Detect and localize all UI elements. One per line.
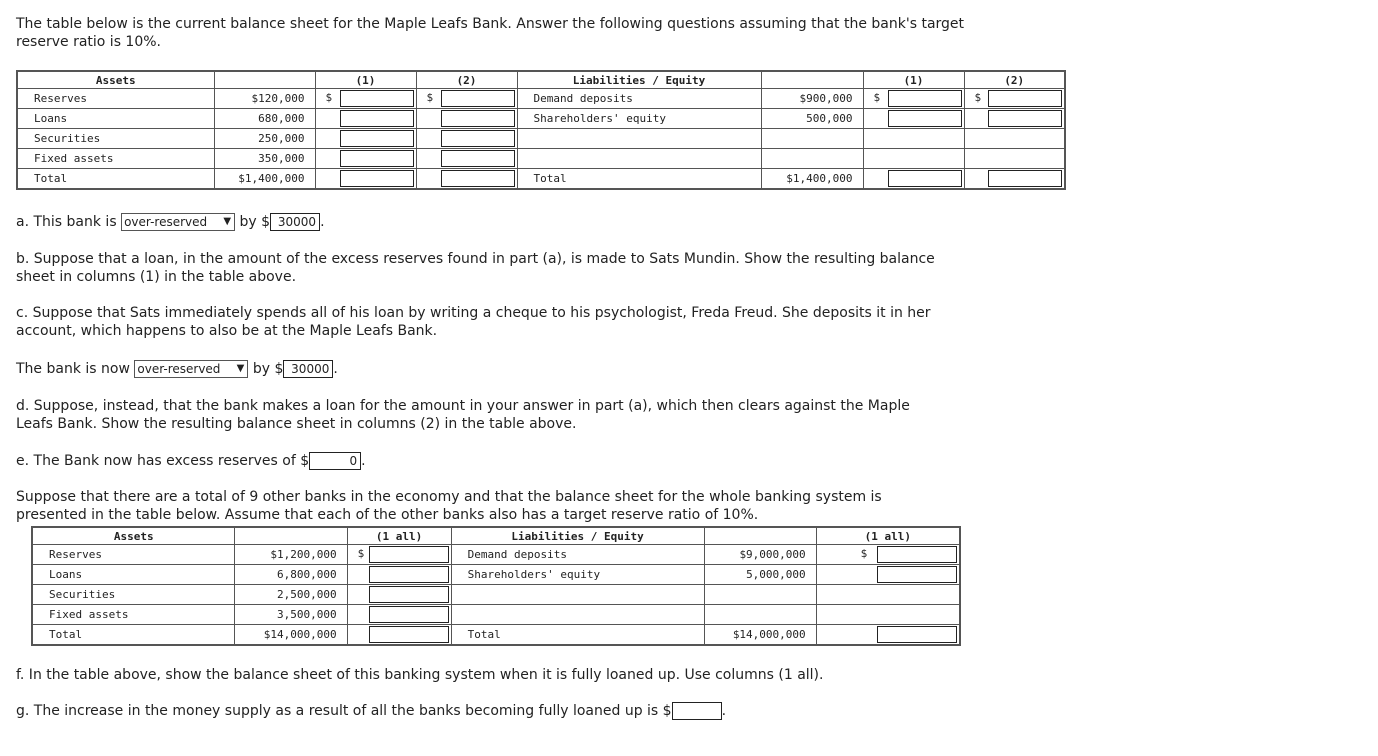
assets-header: Assets bbox=[17, 71, 214, 89]
asset-value: $120,000 bbox=[214, 89, 315, 109]
empty-header bbox=[214, 71, 315, 89]
asset-value: 2,500,000 bbox=[235, 585, 347, 605]
chevron-down-icon: ▼ bbox=[223, 216, 232, 227]
asset-label: Fixed assets bbox=[32, 605, 235, 625]
deposits-col2-input[interactable] bbox=[988, 90, 1062, 107]
table-row bbox=[32, 625, 960, 646]
equity-col2-input[interactable] bbox=[988, 110, 1062, 127]
liability-value: 500,000 bbox=[761, 109, 863, 129]
col2-header: (2) bbox=[416, 71, 517, 89]
sys-reserves-input[interactable] bbox=[369, 546, 449, 563]
dollar-sign: $ bbox=[357, 547, 365, 560]
empty-cell bbox=[704, 585, 816, 605]
table-row bbox=[32, 565, 960, 585]
empty-cell bbox=[863, 149, 964, 169]
dollar-sign: $ bbox=[426, 91, 434, 104]
sys-total-assets-input[interactable] bbox=[369, 626, 449, 643]
dollar-sign: $ bbox=[860, 547, 868, 560]
asset-value: 350,000 bbox=[214, 149, 315, 169]
empty-cell bbox=[451, 585, 704, 605]
table-header-row bbox=[17, 71, 1065, 89]
liability-value: $900,000 bbox=[761, 89, 863, 109]
by-label: by $ bbox=[239, 214, 271, 230]
loans-col1-input[interactable] bbox=[340, 110, 414, 127]
liability-label: Shareholders' equity bbox=[451, 565, 704, 585]
question-c: c. Suppose that Sats immediately spends all of his loan by writing a cheque to his psychologist, Freda Freud. She deposits it in her account, which happens to also be at the Maple Leafs Bank. bbox=[16, 305, 931, 339]
asset-value: $1,200,000 bbox=[235, 545, 347, 565]
select-value: over-reserved bbox=[137, 362, 221, 376]
asset-label: Securities bbox=[32, 585, 235, 605]
question-a bbox=[16, 212, 325, 232]
assets-header: Assets bbox=[32, 527, 235, 545]
chevron-down-icon: ▼ bbox=[236, 363, 245, 374]
excess-amount-input[interactable]: 30000 bbox=[270, 213, 320, 231]
table-row bbox=[17, 169, 1065, 190]
table-header-row bbox=[32, 527, 960, 545]
asset-label: Loans bbox=[32, 565, 235, 585]
period: . bbox=[333, 361, 338, 377]
dollar-sign: $ bbox=[873, 91, 881, 104]
total-liab-col1-input[interactable] bbox=[888, 170, 962, 187]
col1all-header: (1 all) bbox=[347, 527, 451, 545]
liability-value: $14,000,000 bbox=[704, 625, 816, 646]
liability-label: Demand deposits bbox=[517, 89, 761, 109]
liability-label: Shareholders' equity bbox=[517, 109, 761, 129]
period: . bbox=[721, 703, 727, 719]
empty-header bbox=[235, 527, 347, 545]
liability-value: $1,400,000 bbox=[761, 169, 863, 190]
fixed-assets-col1-input[interactable] bbox=[340, 150, 414, 167]
liability-value: 5,000,000 bbox=[704, 565, 816, 585]
empty-cell bbox=[704, 605, 816, 625]
asset-value: 250,000 bbox=[214, 129, 315, 149]
liability-value: $9,000,000 bbox=[704, 545, 816, 565]
securities-col2-input[interactable] bbox=[441, 130, 515, 147]
asset-value: $14,000,000 bbox=[235, 625, 347, 646]
equity-col1-input[interactable] bbox=[888, 110, 962, 127]
table-row bbox=[17, 89, 1065, 109]
money-supply-input[interactable] bbox=[672, 702, 722, 720]
question-c2 bbox=[16, 359, 338, 379]
excess-amount-now-input[interactable]: 30000 bbox=[283, 360, 333, 378]
reserves-col2-input[interactable] bbox=[441, 90, 515, 107]
table-row bbox=[17, 149, 1065, 169]
asset-label: Loans bbox=[17, 109, 214, 129]
empty-header bbox=[761, 71, 863, 89]
table-row bbox=[32, 605, 960, 625]
asset-label: Fixed assets bbox=[17, 149, 214, 169]
asset-value: 6,800,000 bbox=[235, 565, 347, 585]
question-e-prefix: e. The Bank now has excess reserves of $ bbox=[16, 453, 310, 469]
question-c2-prefix: The bank is now bbox=[16, 361, 130, 377]
empty-cell bbox=[761, 149, 863, 169]
empty-cell bbox=[761, 129, 863, 149]
excess-reserves-input[interactable]: 0 bbox=[309, 452, 361, 470]
reserve-status-select[interactable] bbox=[121, 213, 235, 231]
total-assets-col2-input[interactable] bbox=[441, 170, 515, 187]
securities-col1-input[interactable] bbox=[340, 130, 414, 147]
dollar-sign: $ bbox=[974, 91, 982, 104]
by-label: by $ bbox=[252, 361, 284, 377]
question-g-prefix: g. The increase in the money supply as a result of all the banks becoming fully loaned up is $ bbox=[16, 703, 672, 719]
period: . bbox=[320, 214, 325, 230]
sys-loans-input[interactable] bbox=[369, 566, 449, 583]
lcol2-header: (2) bbox=[964, 71, 1065, 89]
asset-value: 680,000 bbox=[214, 109, 315, 129]
empty-cell bbox=[517, 129, 761, 149]
asset-value: 3,500,000 bbox=[235, 605, 347, 625]
lcol1all-header: (1 all) bbox=[816, 527, 960, 545]
banking-system-table bbox=[31, 526, 961, 646]
asset-value: $1,400,000 bbox=[214, 169, 315, 190]
empty-header bbox=[704, 527, 816, 545]
deposits-col1-input[interactable] bbox=[888, 90, 962, 107]
asset-label: Reserves bbox=[32, 545, 235, 565]
liability-label: Total bbox=[451, 625, 704, 646]
sys-total-liab-input[interactable] bbox=[877, 626, 957, 643]
empty-cell bbox=[816, 605, 960, 625]
question-g bbox=[16, 701, 726, 721]
sys-securities-input[interactable] bbox=[369, 586, 449, 603]
total-assets-col1-input[interactable] bbox=[340, 170, 414, 187]
total-liab-col2-input[interactable] bbox=[988, 170, 1062, 187]
question-a-prefix: a. This bank is bbox=[16, 214, 117, 230]
table-row bbox=[32, 585, 960, 605]
question-f: f. In the table above, show the balance sheet of this banking system when it is fully loaned up. Use columns (1 all). bbox=[16, 667, 824, 683]
table-row bbox=[17, 109, 1065, 129]
balance-sheet-table bbox=[16, 70, 1066, 190]
period: . bbox=[361, 453, 366, 469]
empty-cell bbox=[517, 149, 761, 169]
fixed-assets-col2-input[interactable] bbox=[441, 150, 515, 167]
question-e bbox=[16, 451, 366, 471]
empty-cell bbox=[451, 605, 704, 625]
sys-equity-input[interactable] bbox=[877, 566, 957, 583]
liability-label: Demand deposits bbox=[451, 545, 704, 565]
empty-cell bbox=[816, 585, 960, 605]
intro-text: The table below is the current balance sheet for the Maple Leafs Bank. Answer the following questions assuming that the bank's target reserve ratio is 10%. bbox=[16, 16, 965, 50]
liability-label: Total bbox=[517, 169, 761, 190]
sys-fixed-assets-input[interactable] bbox=[369, 606, 449, 623]
dollar-sign: $ bbox=[325, 91, 333, 104]
reserves-col1-input[interactable] bbox=[340, 90, 414, 107]
lcol1-header: (1) bbox=[863, 71, 964, 89]
question-d: d. Suppose, instead, that the bank makes a loan for the amount in your answer in part (a), which then clears against the Maple Leafs Bank. Show the resulting balance sheet in columns (2) in the table above. bbox=[16, 398, 910, 432]
liabilities-header: Liabilities / Equity bbox=[451, 527, 704, 545]
asset-label: Total bbox=[17, 169, 214, 190]
asset-label: Total bbox=[32, 625, 235, 646]
system-intro: Suppose that there are a total of 9 other banks in the economy and that the balance sheet for the whole banking system is presented in the table below. Assume that each of the other banks also has a target reserve ratio of 10%. bbox=[16, 489, 882, 523]
liabilities-header: Liabilities / Equity bbox=[517, 71, 761, 89]
asset-label: Securities bbox=[17, 129, 214, 149]
empty-cell bbox=[863, 129, 964, 149]
table-row bbox=[17, 129, 1065, 149]
empty-cell bbox=[964, 149, 1065, 169]
sys-deposits-input[interactable] bbox=[877, 546, 957, 563]
empty-cell bbox=[964, 129, 1065, 149]
asset-label: Reserves bbox=[17, 89, 214, 109]
loans-col2-input[interactable] bbox=[441, 110, 515, 127]
col1-header: (1) bbox=[315, 71, 416, 89]
question-b: b. Suppose that a loan, in the amount of the excess reserves found in part (a), is made to Sats Mundin. Show the resulting balance sheet in columns (1) in the table above. bbox=[16, 251, 935, 285]
reserve-status-select-now[interactable] bbox=[134, 360, 248, 378]
select-value: over-reserved bbox=[124, 215, 208, 229]
table-row bbox=[32, 545, 960, 565]
